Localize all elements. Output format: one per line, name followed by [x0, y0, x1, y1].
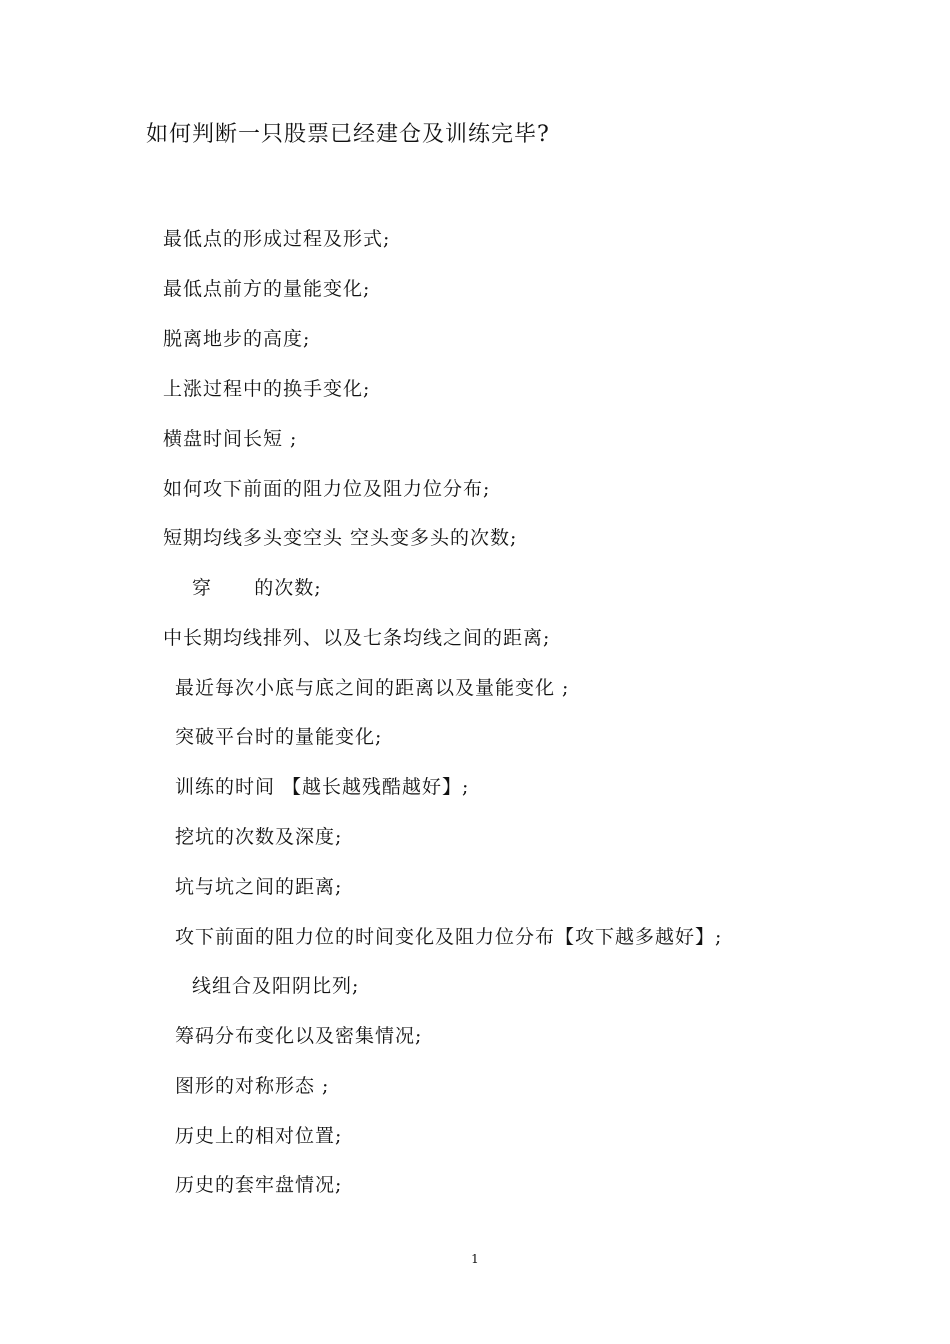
list-item: 最低点前方的量能变化; — [163, 278, 371, 300]
list-item: 突破平台时的量能变化; — [175, 726, 383, 748]
list-item: 图形的对称形态 ; — [175, 1075, 330, 1097]
list-item: 短期均线多头变空头 空头变多头的次数; — [163, 527, 518, 549]
list-item: 挖坑的次数及深度; — [175, 826, 343, 848]
list-item: 横盘时间长短 ; — [163, 428, 298, 450]
list-item: 坑与坑之间的距离; — [175, 876, 343, 898]
list-item: 如何攻下前面的阻力位及阻力位分布; — [163, 478, 491, 500]
list-item: 历史上的相对位置; — [175, 1125, 343, 1147]
list-item: 脱离地步的高度; — [163, 328, 311, 350]
list-item: 历史的套牢盘情况; — [175, 1174, 343, 1196]
document-title: 如何判断一只股票已经建仓及训练完毕? — [146, 122, 550, 147]
page-number: 1 — [471, 1252, 479, 1266]
list-item: 筹码分布变化以及密集情况; — [175, 1025, 423, 1047]
list-item: 最近每次小底与底之间的距离以及量能变化 ; — [175, 677, 570, 699]
list-item: 训练的时间 【越长越残酷越好】; — [175, 776, 470, 798]
list-item: 上涨过程中的换手变化; — [163, 378, 371, 400]
list-item: 线组合及阳阴比列; — [192, 975, 360, 997]
list-item: 攻下前面的阻力位的时间变化及阻力位分布【攻下越多越好】; — [175, 926, 723, 948]
list-item: 中长期均线排列、以及七条均线之间的距离; — [163, 627, 551, 649]
list-item: 最低点的形成过程及形式; — [163, 228, 391, 250]
list-item: 穿 的次数; — [192, 577, 322, 599]
